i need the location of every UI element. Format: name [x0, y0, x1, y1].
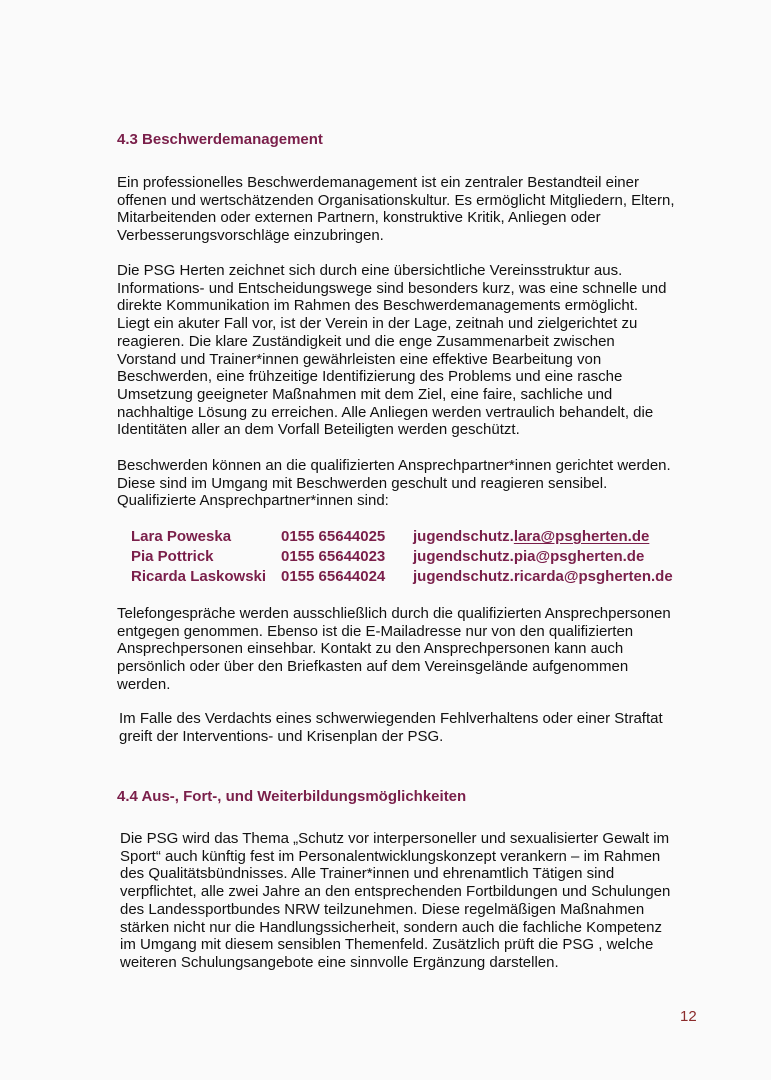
paragraph-phone-policy	[117, 605, 707, 694]
text-line: Beschwerden, eine frühzeitige Identifizierung des Problems und eine rasche	[117, 368, 623, 386]
email-prefix: jugendschutz.	[413, 528, 514, 545]
email-link[interactable]: lara@psgherten.de	[513, 528, 650, 545]
text-line: offenen und wertschätzenden Organisationskultur. Es ermöglicht Mitgliedern, Eltern,	[117, 191, 675, 209]
text-line: direkte Kommunikation im Rahmen des Beschwerdemanagements ermöglicht.	[117, 297, 639, 315]
text-line: Informations- und Entscheidungswege sind besonders kurz, was eine schnelle und	[117, 279, 667, 297]
text-line: des Qualitätsbündnisses. Alle Trainer*innen und ehrenamtlich Tätigen sind	[120, 865, 615, 883]
text-line: reagieren. Die klare Zuständigkeit und die enge Zusammenarbeit zwischen	[117, 332, 615, 350]
text-line: Qualifizierte Ansprechpartner*innen sind:	[117, 492, 389, 510]
text-line: Diese sind im Umgang mit Beschwerden geschult und reagieren sensibel.	[117, 474, 608, 492]
contact-phone: 0155 65644025	[281, 528, 386, 545]
text-line: Identitäten aller an dem Vorfall Beteiligten werden geschützt.	[117, 421, 520, 439]
text-line: Im Falle des Verdachts eines schwerwiegenden Fehlverhaltens oder einer Straftat	[119, 710, 663, 727]
text-line: Vorstand und Trainer*innen gewährleisten eine effektive Bearbeitung von	[117, 350, 602, 368]
text-line: des Landessportbundes NRW teilzunehmen. Diese regelmäßigen Maßnahmen	[120, 900, 645, 918]
text-line: Liegt ein akuter Fall vor, ist der Verein in der Lage, zeitnah und zielgerichtet zu	[117, 315, 638, 333]
text-line: Ein professionelles Beschwerdemanagement ist ein zentraler Bestandteil einer	[117, 174, 639, 191]
paragraph-intro	[117, 174, 707, 245]
text-line: Ansprechpersonen einsehbar. Kontakt zu den Ansprechpersonen kann auch	[117, 640, 624, 658]
text-line: weiteren Schulungsangebote eine sinnvolle Ergänzung darstellen.	[120, 953, 559, 971]
paragraph-structure	[117, 262, 707, 439]
section-heading-4-4: 4.4 Aus-, Fort-, und Weiterbildungsmöglichkeiten	[117, 788, 467, 805]
section-heading-4-3: 4.3 Beschwerdemanagement	[117, 131, 323, 148]
page-number: 12	[680, 1008, 697, 1025]
contact-phone: 0155 65644024	[281, 568, 386, 585]
text-line: Die PSG Herten zeichnet sich durch eine übersichtliche Vereinsstruktur aus.	[117, 262, 623, 279]
paragraph-crisis-plan	[119, 710, 709, 745]
contact-name: Ricarda Laskowski	[131, 568, 267, 585]
text-line: verpflichtet, alle zwei Jahre an den entsprechenden Fortbildungen und Schulungen	[120, 883, 671, 901]
paragraph-training	[120, 830, 710, 972]
text-line: Verbesserungsvorschläge einzubringen.	[117, 227, 384, 245]
text-line: Die PSG wird das Thema „Schutz vor interpersoneller und sexualisierter Gewalt im	[120, 830, 670, 847]
text-line: Umsetzung geeigneter Maßnahmen mit dem Ziel, eine faire, sachliche und	[117, 385, 613, 403]
text-line: werden.	[117, 675, 171, 693]
text-line: greift der Interventions- und Krisenplan der PSG.	[119, 727, 444, 745]
text-line: persönlich oder über den Briefkasten auf dem Vereinsgelände aufgenommen	[117, 658, 629, 676]
text-line: nachhaltige Lösung zu erreichen. Alle Anliegen werden vertraulich behandelt, die	[117, 403, 654, 421]
paragraph-contacts-intro	[117, 457, 707, 510]
text-line: stärken nicht nur die Handlungssicherheit, sondern auch die fachliche Kompetenz	[120, 918, 662, 936]
contact-phone: 0155 65644023	[281, 548, 386, 565]
text-line: entgegen genommen. Ebenso ist die E-Mailadresse nur von den qualifizierten	[117, 622, 634, 640]
text-line: Beschwerden können an die qualifizierten Ansprechpartner*innen gerichtet werden.	[117, 457, 671, 474]
contact-email: jugendschutz.pia@psgherten.de	[413, 548, 645, 565]
text-line: Telefongespräche werden ausschließlich durch die qualifizierten Ansprechpersonen	[117, 605, 671, 622]
contact-name: Pia Pottrick	[131, 548, 214, 565]
text-line: im Umgang mit diesem sensiblen Themenfeld. Zusätzlich prüft die PSG , welche	[120, 936, 654, 954]
text-line: Mitarbeitenden oder externen Partnern, konstruktive Kritik, Anliegen oder	[117, 209, 601, 227]
text-line: Sport“ auch künftig fest im Personalentwicklungskonzept verankern – im Rahmen	[120, 847, 661, 865]
contact-email	[413, 527, 649, 547]
contact-name: Lara Poweska	[131, 528, 232, 545]
contact-email: jugendschutz.ricarda@psgherten.de	[413, 568, 673, 585]
